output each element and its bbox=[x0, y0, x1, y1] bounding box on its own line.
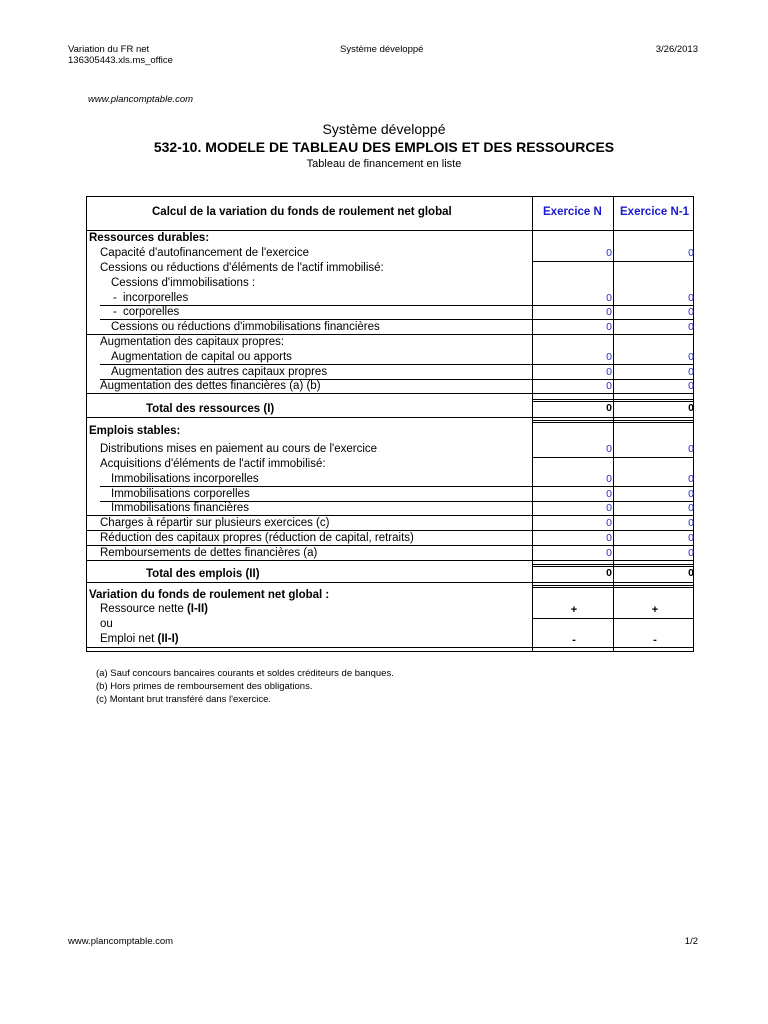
row-line bbox=[86, 560, 694, 561]
value-caf-n: 0 bbox=[606, 247, 612, 259]
total-uses-n1: 0 bbox=[688, 567, 694, 579]
sign-plus-n1: + bbox=[651, 604, 659, 616]
emploi-net-formula: (II-I) bbox=[157, 633, 179, 645]
row-cessions-fin: Cessions ou réductions d'immobilisations financières bbox=[111, 321, 380, 333]
variation-title: Variation du fonds de roulement net global : bbox=[89, 589, 330, 601]
value-incorp-n1: 0 bbox=[688, 292, 694, 304]
system-title: Système développé bbox=[322, 121, 446, 137]
row-charges: Charges à répartir sur plusieurs exercices (c) bbox=[100, 517, 330, 529]
resources-title: Ressources durables: bbox=[89, 232, 210, 244]
value-charges-n1: 0 bbox=[688, 517, 694, 529]
row-cessions-immo: Cessions d'immobilisations : bbox=[111, 277, 256, 289]
total-rule bbox=[532, 420, 694, 423]
row-aug-autres: Augmentation des autres capitaux propres bbox=[111, 366, 328, 378]
page-subtitle: Tableau de financement en liste bbox=[306, 158, 462, 170]
column-header-n: Exercice N bbox=[543, 206, 602, 218]
total-resources-n1: 0 bbox=[688, 402, 694, 414]
value-augdettes-n: 0 bbox=[606, 380, 612, 392]
dash-marker: - bbox=[113, 292, 117, 304]
row-line bbox=[86, 582, 694, 583]
column-divider-n1 bbox=[613, 196, 614, 652]
value-augdettes-n1: 0 bbox=[688, 380, 694, 392]
footnote-a: (a) Sauf concours bancaires courants et soldes créditeurs de banques. bbox=[96, 668, 394, 679]
value-augautres-n: 0 bbox=[606, 366, 612, 378]
value-augcap-n: 0 bbox=[606, 351, 612, 363]
row-line bbox=[532, 261, 694, 262]
value-immofin-n: 0 bbox=[606, 502, 612, 514]
row-line bbox=[86, 393, 694, 394]
row-aug-capital: Augmentation de capital ou apports bbox=[111, 351, 292, 363]
value-immocorp-n: 0 bbox=[606, 488, 612, 500]
file-name: 136305443.xls.ms_office bbox=[68, 55, 173, 66]
row-immo-incorp: Immobilisations incorporelles bbox=[111, 473, 259, 485]
sign-minus-n1: - bbox=[653, 634, 657, 646]
value-immofin-n1: 0 bbox=[688, 502, 694, 514]
emploi-net-label: Emploi net bbox=[100, 633, 158, 645]
value-immoincorp-n: 0 bbox=[606, 473, 612, 485]
ressource-nette-label: Ressource nette bbox=[100, 603, 187, 615]
value-rembours-n1: 0 bbox=[688, 547, 694, 559]
value-cessfin-n: 0 bbox=[606, 321, 612, 333]
total-uses-label: Total des emplois (II) bbox=[146, 568, 260, 580]
row-remboursements: Remboursements de dettes financières (a) bbox=[100, 547, 318, 559]
total-resources-label: Total des ressources (I) bbox=[146, 403, 275, 415]
row-ressource-nette bbox=[100, 602, 208, 616]
row-line bbox=[86, 647, 694, 648]
column-header-n1: Exercice N-1 bbox=[620, 206, 690, 218]
dash-marker: - bbox=[113, 306, 117, 318]
header-date: 3/26/2013 bbox=[655, 44, 698, 55]
value-augautres-n1: 0 bbox=[688, 366, 694, 378]
row-line bbox=[86, 417, 694, 418]
total-rule bbox=[532, 585, 694, 588]
value-reduction-n1: 0 bbox=[688, 532, 694, 544]
sign-minus-n: - bbox=[572, 634, 576, 646]
ressource-nette-formula: (I-II) bbox=[186, 603, 209, 615]
value-reduction-n: 0 bbox=[606, 532, 612, 544]
row-cessions: Cessions ou réductions d'éléments de l'actif immobilisé: bbox=[100, 262, 384, 274]
footnote-b: (b) Hors primes de remboursement des obligations. bbox=[96, 681, 313, 692]
file-title: Variation du FR net bbox=[68, 44, 150, 55]
value-rembours-n: 0 bbox=[606, 547, 612, 559]
value-caf-n1: 0 bbox=[688, 247, 694, 259]
footnote-c: (c) Montant brut transféré dans l'exercice. bbox=[96, 694, 271, 705]
row-incorporelles: incorporelles bbox=[123, 292, 189, 304]
row-immo-fin: Immobilisations financières bbox=[111, 502, 250, 514]
value-cessfin-n1: 0 bbox=[688, 321, 694, 333]
row-emploi-net bbox=[100, 632, 179, 646]
header-center: Système développé bbox=[340, 44, 424, 55]
value-distrib-n1: 0 bbox=[688, 443, 694, 455]
value-distrib-n: 0 bbox=[606, 443, 612, 455]
row-aug-dettes: Augmentation des dettes financières (a) (b) bbox=[100, 380, 321, 392]
row-distributions: Distributions mises en paiement au cours de l'exercice bbox=[100, 443, 378, 455]
row-line bbox=[532, 457, 694, 458]
value-incorp-n: 0 bbox=[606, 292, 612, 304]
uses-title: Emplois stables: bbox=[89, 425, 181, 437]
row-caf: Capacité d'autofinancement de l'exercice bbox=[100, 247, 309, 259]
row-reduction: Réduction des capitaux propres (réduction de capital, retraits) bbox=[100, 532, 414, 544]
value-corp-n: 0 bbox=[606, 306, 612, 318]
value-corp-n1: 0 bbox=[688, 306, 694, 318]
row-acquisitions: Acquisitions d'éléments de l'actif immobilisé: bbox=[100, 458, 326, 470]
row-immo-corp: Immobilisations corporelles bbox=[111, 488, 250, 500]
page-number: 1/2 bbox=[684, 936, 698, 947]
column-divider-n bbox=[532, 196, 533, 652]
total-uses-n: 0 bbox=[606, 567, 612, 579]
site-link[interactable]: www.plancomptable.com bbox=[88, 94, 194, 105]
sign-plus-n: + bbox=[570, 604, 578, 616]
table-heading: Calcul de la variation du fonds de roulement net global bbox=[152, 206, 452, 218]
row-corporelles: corporelles bbox=[123, 306, 180, 318]
footnotes bbox=[96, 667, 394, 706]
page-title: 532-10. MODELE DE TABLEAU DES EMPLOIS ET DES RESSOURCES bbox=[153, 139, 615, 155]
row-aug-cap-title: Augmentation des capitaux propres: bbox=[100, 336, 285, 348]
value-immoincorp-n1: 0 bbox=[688, 473, 694, 485]
value-augcap-n1: 0 bbox=[688, 351, 694, 363]
footer-site-link[interactable]: www.plancomptable.com bbox=[68, 936, 174, 947]
value-immocorp-n1: 0 bbox=[688, 488, 694, 500]
value-charges-n: 0 bbox=[606, 517, 612, 529]
or-label: ou bbox=[100, 618, 113, 630]
total-resources-n: 0 bbox=[606, 402, 612, 414]
row-line bbox=[532, 618, 694, 619]
file-info bbox=[68, 44, 173, 66]
